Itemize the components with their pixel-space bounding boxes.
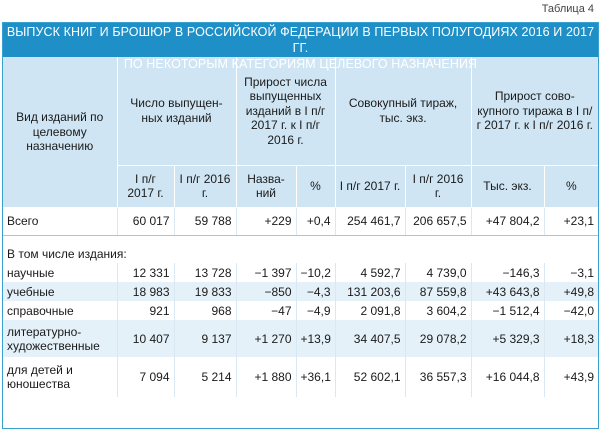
header-circulation-growth: Прирост сово-купного тиража в I п/г 2017 г. к I п/г 2016 г. xyxy=(471,57,598,165)
cell: +43,9 xyxy=(563,370,595,384)
data-table xyxy=(3,57,598,397)
cell: 87 559,8 xyxy=(405,282,471,301)
cell: 12 331 xyxy=(117,263,174,282)
cell: 254 461,7 xyxy=(335,207,405,235)
row-label: учебные xyxy=(3,282,117,301)
table-container xyxy=(2,22,599,429)
header-type: Вид изданий по целевому назначению xyxy=(3,57,117,207)
cell: +36,1 xyxy=(296,357,335,397)
cell: +13,9 xyxy=(296,320,335,357)
cell: 18 983 xyxy=(117,282,174,301)
cell: +16 044,8 xyxy=(471,357,544,397)
subheader: I п/г 2016 г. xyxy=(174,165,236,207)
row-label: литературно-художественные xyxy=(3,320,117,357)
cell: −146,3 xyxy=(471,263,544,282)
subtitle: В том числе издания: xyxy=(7,247,127,261)
table-row xyxy=(3,263,598,282)
cell: −850 xyxy=(236,282,296,301)
row-label: Всего xyxy=(3,207,117,235)
table-row xyxy=(3,301,598,320)
cell: 36 557,3 xyxy=(405,357,471,397)
cell: 29 078,2 xyxy=(405,320,471,357)
cell: +43 643,8 xyxy=(471,282,544,301)
cell: 52 602,1 xyxy=(335,357,405,397)
cell: +18,3 xyxy=(544,320,598,357)
row-label: для детей и юношества xyxy=(3,357,117,397)
cell: +23,1 xyxy=(544,207,598,235)
subheader: I п/г 2017 г. xyxy=(335,165,405,207)
cell: +229 xyxy=(236,207,296,235)
cell: +47 804,2 xyxy=(471,207,544,235)
cell: 13 728 xyxy=(174,263,236,282)
cell: −47 xyxy=(236,301,296,320)
cell: −4,9 xyxy=(296,301,335,320)
cell: 19 833 xyxy=(174,282,236,301)
cell: 4 592,7 xyxy=(335,263,405,282)
cell: 921 xyxy=(117,301,174,320)
subheader: I п/г 2016 г. xyxy=(405,165,471,207)
subheader: % xyxy=(296,165,335,207)
subheader: I п/г 2017 г. xyxy=(117,165,174,207)
table-caption: Таблица 4 xyxy=(541,3,594,15)
subheader: Назва-ний xyxy=(236,165,296,207)
cell: 206 657,5 xyxy=(405,207,471,235)
cell: 2 091,8 xyxy=(335,301,405,320)
cell: 5 214 xyxy=(174,357,236,397)
subheader: Тыс. экз. xyxy=(471,165,544,207)
table-row-subtitle xyxy=(3,235,598,263)
cell: 9 137 xyxy=(174,320,236,357)
cell: 3 604,2 xyxy=(405,301,471,320)
row-label: научные xyxy=(3,263,117,282)
header-circulation: Совокупный тираж, тыс. экз. xyxy=(335,57,471,165)
cell: 34 407,5 xyxy=(335,320,405,357)
table-row-total xyxy=(3,207,598,235)
table-row xyxy=(3,320,598,357)
cell: −1 512,4 xyxy=(471,301,544,320)
cell: +0,4 xyxy=(296,207,335,235)
cell: +1 270 xyxy=(236,320,296,357)
header-count-growth: Прирост числа выпущенных изданий в I п/г 2017 г. к I п/г 2016 г. xyxy=(236,57,335,165)
cell: 7 094 xyxy=(117,357,174,397)
table-title-line-1: ВЫПУСК КНИГ И БРОШЮР В РОССИЙСКОЙ ФЕДЕРАЦИИ В ПЕРВЫХ ПОЛУГОДИЯХ 2016 И 2017 ГГ. xyxy=(6,25,595,55)
cell: 60 017 xyxy=(117,207,174,235)
cell: 10 407 xyxy=(117,320,174,357)
table-row xyxy=(3,282,598,301)
table-row xyxy=(3,357,598,397)
cell: 4 739,0 xyxy=(405,263,471,282)
row-label: справочные xyxy=(3,301,117,320)
cell: −4,3 xyxy=(296,282,335,301)
table-title xyxy=(3,23,598,71)
cell: 59 788 xyxy=(174,207,236,235)
cell: +49,8 xyxy=(544,282,598,301)
cell: 968 xyxy=(174,301,236,320)
cell: 131 203,6 xyxy=(335,282,405,301)
cell: −42,0 xyxy=(563,303,595,318)
header-count: Число выпущен-ных изданий xyxy=(117,57,236,165)
cell: −1 397 xyxy=(236,263,296,282)
cell: −10,2 xyxy=(296,263,335,282)
table-title-line-2: ПО НЕКОТОРЫМ КАТЕГОРИЯМ ЦЕЛЕВОГО НАЗНАЧЕНИЯ xyxy=(123,57,478,71)
subheader: % xyxy=(544,165,598,207)
cell: +1 880 xyxy=(236,357,296,397)
cell: +5 329,3 xyxy=(471,320,544,357)
cell: −3,1 xyxy=(570,265,595,280)
